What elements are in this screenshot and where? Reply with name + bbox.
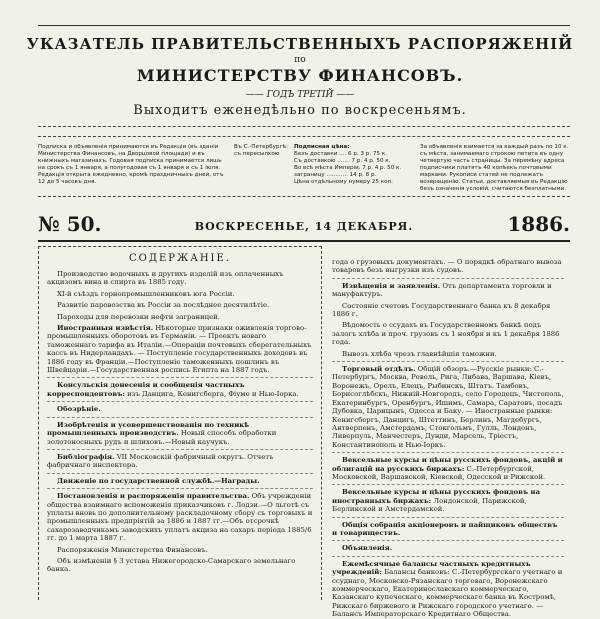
contents-item: XI-й съѣздъ горнопромышленниковъ юга Россіи. [57,289,235,298]
divider-rule [38,196,570,197]
price-line: Цѣна отдѣльному нумеру 25 коп. [294,179,393,185]
section-title: Постановленія и распоряженія правительства. [57,492,250,501]
issue-date: ВОСКРЕСЕНЬЕ, 14 ДЕКАБРЯ. [194,220,414,233]
section-title: Вексельные курсы и цѣны русскихъ фондовъ, акцій и облигацій на русскихъ биржахъ: [332,456,563,473]
separator [332,540,564,541]
subscription-prices [294,144,414,186]
section-title: Объявленія. [342,544,393,553]
contents-item: Распоряженія Министерства Финансовъ. [57,545,208,554]
section-text: Отъ департамента торговли и мануфактуръ. [332,281,552,299]
section-title: Иностранныя извѣстія. [57,324,154,333]
issue-number: № 50. [38,212,102,236]
contents-column-right [326,246,570,619]
section-title: Общія собранія акціонеровъ и пайщиковъ обществъ и товариществъ. [332,520,558,537]
section-text: С.-Петербургской, Московской, Варшавской, Кіевской, Одесской и Рижской. [332,464,546,481]
section-text: изъ Данцига, Кенигсберга, Фіуме и Нью-Іорка. [124,389,299,398]
section-title: Изобрѣтенія и усовершенствованія по техникѣ промышленныхъ производствъ. [47,420,250,438]
separator [47,449,313,450]
contents-item: Вѣдомость о ссудахъ въ Государственномъ банкѣ подъ залогъ хлѣба и проч. грузовъ съ 1 ноября и къ 1 декабря 1886 года. [332,321,560,347]
advertising-terms: За объявленія взимается за каждый разъ по 10 к. съ мѣста, занимаемаго строкою петита въ одну четвертую часть страницы. За перемѣну адреса подписчики платятъ 40 копѣекъ почтовыми марками. Рукописи статей не подлежатъ возвращенію. Статьи, доставляемыя въ Редакцію безъ означенія условій, считаются безплатными. [420,144,569,192]
masthead-po: по [294,55,306,65]
section-text: Нѣкоторые признаки оживленія торгово-промышленныхъ оборотовъ въ Германіи. — Проектъ новаго таможеннаго тарифа въ Италіи.—Операціи почтовыхъ сберегательныхъ кассъ въ Нидерландахъ. — Поступленіе государственныхъ доходовъ въ 1886 году въ Франціи.—Поступленіе таможенныхъ пошлинъ въ Швейцаріи.—Государственная роспись Египта на 1887 годъ. [47,324,312,375]
contents-column [38,246,322,600]
year-label: —— ГОДЪ ТРЕТІЙ —— [0,90,600,100]
contents-item: Вывозъ хлѣба чрезъ главнѣйшія таможни. [342,349,497,358]
contents-item [47,477,313,485]
section-text: VII Московскій фабричный округъ. Отчетъ фабричнаго инспектора. [47,452,274,470]
contents-item [47,381,313,398]
separator [332,517,564,518]
contents-item [332,456,564,481]
separator [332,361,564,362]
contents-item [332,544,564,552]
price-line: Безъ доставки .... 6 р. 3 р. 75 к. [294,151,387,157]
section-title: Консульскія донесенія и сообщенія частныхъ корреспондентовъ: [47,381,245,398]
contents-item [47,405,313,413]
section-text: Балансы банковъ: С.-Петербургскаго учетнаго и ссуднаго, Московско-Рязанскаго торговаго, Воронежскаго коммерческаго, Екатеринославскаго коммерческаго, Казанскаго купеческаго, коммерческаго банка въ Костромѣ, Рижскаго биржевого и Рижскаго городского учетнаго. — Балансъ Императорскаго Кредитнаго Общества. [332,568,563,619]
contents-item: Пароходы для перевозки нефти заграницей. [57,312,220,321]
subscription-terms: Подписка и объявленія принимаются въ Редакціи (въ зданіи Министерства Финансовъ, на Дворцовой площади) и въ книжныхъ магазинахъ. Годовая подписка принимается лишь на срокъ съ 1 января, а полугодовая съ 1 января и съ 1 іюля. Редакція открыта ежедневно, кромѣ праздничныхъ дней, отъ 12 до 5 часовъ дня. [38,144,224,185]
subscription-cities: Въ С.-Петербургѣ: съ пересылкою [234,144,289,157]
thick-rule [38,240,570,242]
separator [47,488,313,489]
section-title: Библіографія. [57,452,115,461]
contents-item [47,421,313,446]
divider-rule [38,136,570,137]
contents-item [47,453,313,470]
section-title: Обозрѣніе. [57,405,101,414]
publication-frequency: Выходитъ еженедѣльно по воскресеньямъ. [133,103,467,118]
separator [332,484,564,485]
contents-item: Производство водочныхъ и другихъ изделій изъ оплаченныхъ акцизомъ вина и спирта въ 1885 году. [47,270,284,287]
issue-line [38,208,570,236]
contents-item: года о грузовыхъ документахъ. — О порядкѣ обратнаго вывоза товаровъ безъ выгрузки изъ судовъ. [332,258,562,275]
price-line: Съ доставкою ....... 7 р. 4 р. 50 к. [294,158,391,164]
separator [47,417,313,418]
section-title: Торговый отдѣлъ. [342,365,416,374]
separator [332,278,564,279]
separator [332,452,564,453]
separator [332,556,564,557]
top-rule [38,25,570,26]
section-text: Новый способъ обработки золотоносныхъ рудъ и шлиховъ.—Новый каучукъ. [47,429,277,446]
section-title: Вексельные курсы и цѣны русскихъ фондовъ на иностранныхъ биржахъ: [332,488,541,505]
contents-item [47,324,313,374]
section-title: Ежемѣсячные балансы частныхъ кредитныхъ учрежденій: [332,559,531,577]
separator [47,401,313,402]
masthead-title-line1: УКАЗАТЕЛЬ ПРАВИТЕЛЬСТВЕННЫХЪ РАСПОРЯЖЕНІЙ [26,35,574,53]
price-line: Во всѣ мѣста Имперіи. 7 р. 4 р. 50 к. [294,165,402,171]
contents-item: Состояніе счетовъ Государственнаго банка къ 8 декабря 1886 г. [332,301,551,319]
section-text: Объ учрежденіи общества взаимнаго вспоможенія приказчиковъ г. Лодзи.—О льготѣ съ уплаты вновь по дополнительному раскладочному сбору съ торговыхъ и промышленныхъ предпріятій за 1886 и 1887 гг.—Объ отсрочкѣ сахарозаводчикамъ заводскихъ уплатъ акциза на сахаръ періода 1885/6 гг. до 1 марта 1887 г. [47,492,313,543]
price-line: заграницу ............ 14 р. 8 р. [294,172,377,178]
section-title: Извѣщенія и заявленія. [342,281,441,290]
contents-item [47,492,313,542]
contents-item: Развитіе паровозства въ Россіи за послѣднее десятилѣтіе. [57,301,270,310]
contents-item [332,365,564,449]
price-title: Подписная цѣна: [294,144,350,150]
contents-heading: СОДЕРЖАНІЕ. [129,253,231,264]
contents-item [332,560,564,619]
section-text: Общій обзоръ.—Русскіе рынки: С.-Петербургъ, Москва, Ревель, Рига, Либава, Варшава, Кіевъ, Воронежъ, Орелъ, Елецъ, Рыбинскъ, Штатъ. Тамбовъ, Борисоглѣбскъ, Нижній-Новгородъ, село Городецъ, Чистополь, Екатеринбургъ, Оренбургъ, Ишимъ, Самара, Саратовъ, посадъ Дубовка, Царицынъ, Одесса и Баку. — Иностранные рынки: Кенигсбергъ, Данцигъ, Штеттинъ, Берлинъ, Магдебургъ, Антверпенъ, Амстердамъ, Стокгольмъ, Гулль, Лондонъ, Ливерпуль, Манчестеръ, Дунди, Марсель, Тріестъ, Константинополь и Нью-Іоркъ. [332,365,564,449]
contents-item: Объ измѣненіи § 3 устава Нижегородско-Самарскаго земельнаго банка. [47,556,296,574]
contents-item [332,282,564,299]
masthead-title-line2: МИНИСТЕРСТВУ ФИНАНСОВЪ. [136,66,464,85]
issue-year: 1886. [507,212,570,236]
separator [47,473,313,474]
separator [47,377,313,378]
section-text: Лондонской, Парижской, Берлинской и Амстердамской. [332,496,527,514]
section-title: Движеніе по государственной службѣ.—Награды. [57,476,260,485]
divider-rule [38,126,570,127]
contents-item [332,488,564,513]
contents-item [332,521,564,538]
